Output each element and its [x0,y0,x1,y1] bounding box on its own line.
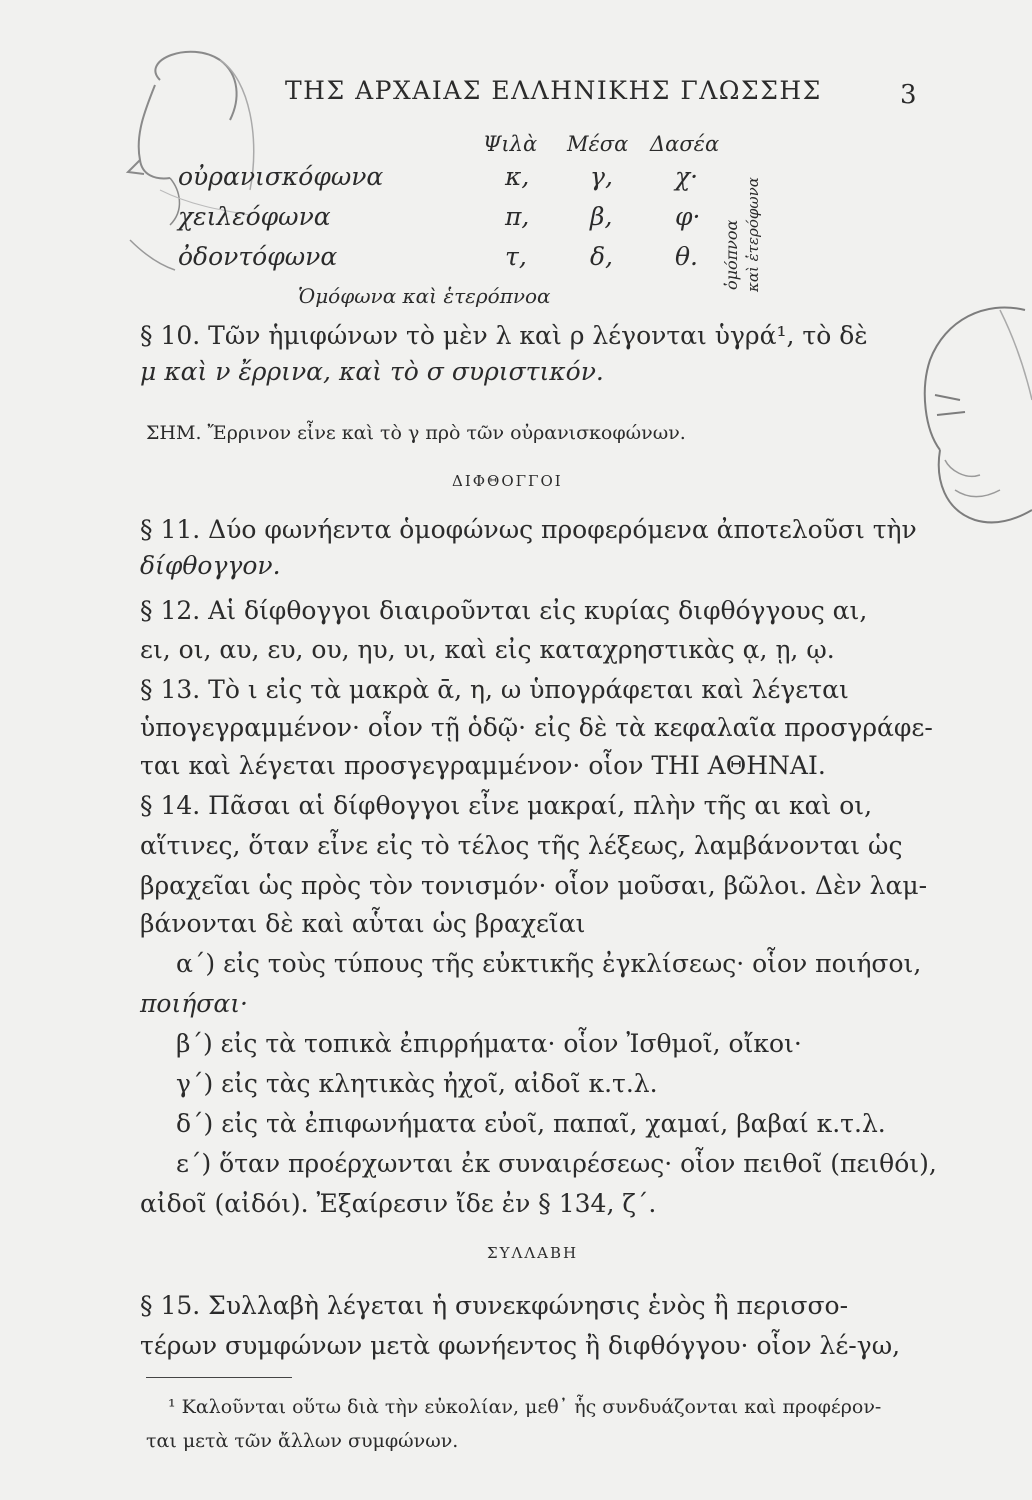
row-label-cheileophona: χειλεόφωνα [178,202,331,231]
row-label-ouraniskophona: οὐρανισκόφωνα [178,162,384,191]
side-label-homopnoa: ὁμόπνοα [722,219,741,290]
footnote-rule [146,1377,292,1378]
paragraph-13-line-2: ὑπογεγραμμένον· οἷον τῇ ὁδῷ· εἰς δὲ τὰ κεφαλαῖα προσγράφε- [140,713,933,742]
cell-theta: θ. [675,242,698,271]
footnote-line-1: ¹ Καλοῦνται οὕτω διὰ τὴν εὐκολίαν, μεθ᾽ ἧς συνδυάζονται καὶ προφέρον- [168,1396,882,1418]
paragraph-13-line-1: § 13. Τὸ ι εἰς τὰ μακρὰ ᾱ, η, ω ὑπογράφεται καὶ λέγεται [140,675,849,704]
paragraph-10-line-2: μ καὶ ν ἔρρινα, καὶ τὸ σ συριστικόν. [140,357,604,386]
paragraph-14-line-2: αἵτινες, ὅταν εἶνε εἰς τὸ τέλος τῆς λέξεως, λαμβάνονται ὡς [140,831,903,860]
cell-chi: χ· [675,162,699,191]
running-head: ΤΗΣ ΑΡΧΑΙΑΣ ΕΛΛΗΝΙΚΗΣ ΓΛΩΣΣΗΣ [285,76,822,105]
paragraph-14-item-e-line-1: ε΄) ὅταν προέρχωνται ἐκ συναιρέσεως· οἷον πειθοῖ (πειθόι), [176,1149,937,1178]
paragraph-14-item-b: β΄) εἰς τὰ τοπικὰ ἐπιρρήματα· οἷον Ἰσθμοῖ, οἴκοι· [176,1029,802,1058]
cell-beta: β, [590,202,613,231]
paragraph-11-line-2: δίφθογγον. [140,551,281,580]
paragraph-15-line-2: τέρων συμφώνων μετὰ φωνήεντος ἢ διφθόγγου· οἷον λέ-γω, [140,1331,901,1360]
cell-phi: φ· [675,202,701,231]
page-number: 3 [900,80,917,110]
column-header-mesa: Μέσα [567,132,629,156]
paragraph-14-item-a-line-1: α΄) εἰς τοὺς τύπους τῆς εὐκτικῆς ἐγκλίσεως· οἷον ποιήσοι, [176,949,922,978]
paragraph-14-item-a-line-2: ποιήσαι· [140,989,248,1018]
paragraph-12-line-2: ει, οι, αυ, ευ, ου, ηυ, υι, καὶ εἰς καταχρηστικὰς ᾳ, ῃ, ῳ. [140,635,835,664]
side-label-heterophona: καὶ ἑτερόφωνα [744,177,762,292]
table-caption: Ὁμόφωνα καὶ ἑτερόπνοα [298,284,551,308]
paragraph-14-item-e-line-2: αἰδοῖ (αἰδόι). Ἐξαίρεσιν ἴδε ἐν § 134, ζ΄. [140,1189,657,1218]
section-heading-diphthongs: ΔΙΦΘΟΓΓΟΙ [452,472,563,490]
footnote-line-2: ται μετὰ τῶν ἄλλων συμφώνων. [146,1430,459,1452]
cell-kappa: κ, [505,162,530,191]
row-label-odontophona: ὀδοντόφωνα [178,242,338,271]
cell-delta: δ, [590,242,613,271]
paragraph-13-line-3: ται καὶ λέγεται προσγεγραμμένον· οἷον ΤΗΙ ΑΘΗΝΑΙ. [140,751,826,780]
cell-gamma: γ, [590,162,613,191]
paragraph-14-line-3: βραχεῖαι ὡς πρὸς τὸν τονισμόν· οἷον μοῦσαι, βῶλοι. Δὲν λαμ- [140,871,928,900]
paragraph-14-item-c: γ΄) εἰς τὰς κλητικὰς ἠχοῖ, αἰδοῖ κ.τ.λ. [176,1069,658,1098]
cell-pi: π, [505,202,530,231]
paragraph-15-line-1: § 15. Συλλαβὴ λέγεται ἡ συνεκφώνησις ἑνὸς ἢ περισσο- [140,1291,849,1320]
column-header-dasea: Δασέα [650,132,720,156]
paragraph-14-line-4: βάνονται δὲ καὶ αὗται ὡς βραχεῖαι [140,909,586,938]
column-header-psila: Ψιλὰ [483,132,538,156]
cell-tau: τ, [505,242,527,271]
paragraph-11-line-1: § 11. Δύο φωνήεντα ὁμοφώνως προφερόμενα ἀποτελοῦσι τὴν [140,515,917,544]
paragraph-14-line-1: § 14. Πᾶσαι αἱ δίφθογγοι εἶνε μακραί, πλὴν τῆς αι καὶ οι, [140,791,873,820]
note-sim: ΣΗΜ. Ἔρρινον εἶνε καὶ τὸ γ πρὸ τῶν οὐρανισκοφώνων. [146,422,686,444]
paragraph-10-line-1: § 10. Τῶν ἡμιφώνων τὸ μὲν λ καὶ ρ λέγονται ὑγρά¹, τὸ δὲ [140,321,868,350]
section-heading-syllable: ΣΥΛΛΑΒΗ [487,1244,579,1262]
paragraph-14-item-d: δ΄) εἰς τὰ ἐπιφωνήματα εὐοῖ, παπαῖ, χαμαί, βαβαί κ.τ.λ. [176,1109,886,1138]
pencil-sketch-face-right [905,300,1032,560]
paragraph-12-line-1: § 12. Αἱ δίφθογγοι διαιροῦνται εἰς κυρίας διφθόγγους αι, [140,596,868,625]
